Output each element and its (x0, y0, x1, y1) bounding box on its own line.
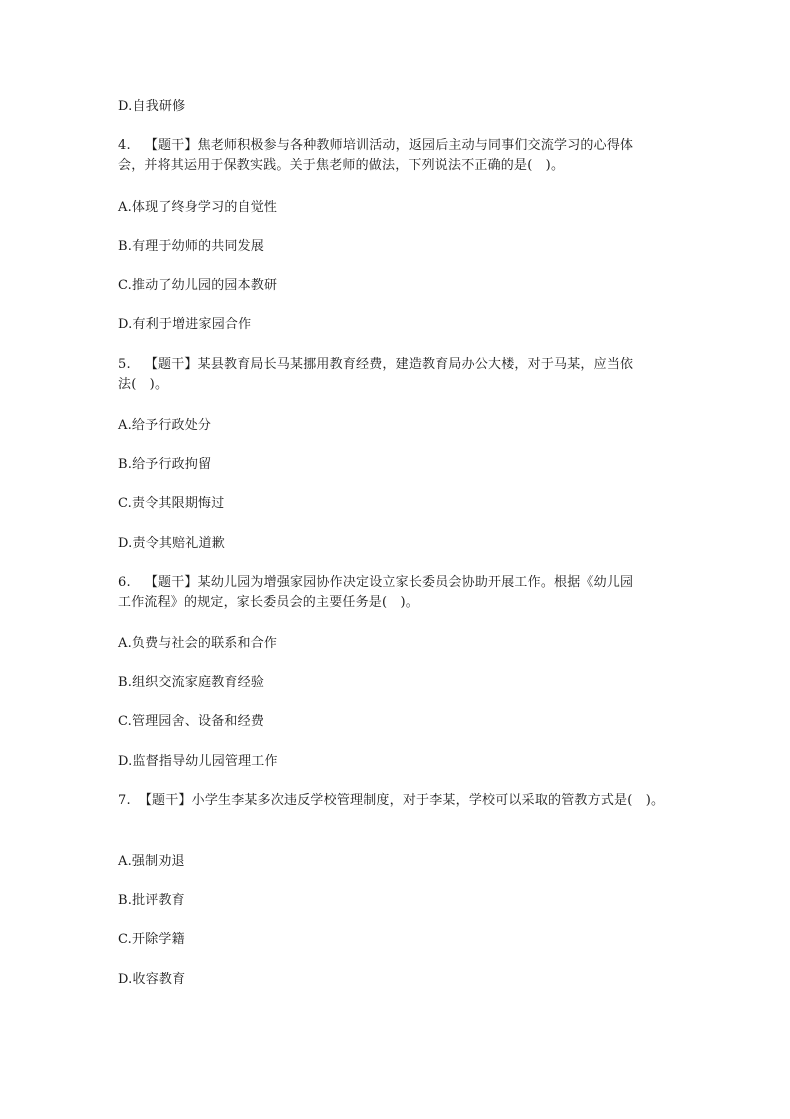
q7-tag: 【题干】 (138, 793, 192, 808)
q6-stem-line1: 某幼儿园为增强家园协作决定设立家长委员会协助开展工作。根据《幼儿园 (197, 575, 634, 590)
q3-option-d: D.自我研修 (118, 99, 186, 114)
q4-stem-line2: 会，并将其运用于保教实践。关于焦老师的做法，下列说法不正确的是( )。 (118, 158, 565, 173)
q4-tag: 【题干】 (144, 138, 198, 153)
q5-option-c: C.责令其限期悔过 (118, 496, 225, 511)
q6-stem-line2: 工作流程》的规定，家长委员会的主要任务是( )。 (118, 595, 419, 610)
q5-number: 5. (118, 357, 131, 372)
q7-stem (118, 791, 664, 811)
q7-option-d: D.收容教育 (118, 972, 186, 987)
q5-stem-line1: 某县教育局长马某挪用教育经费，建造教育局办公大楼，对于马某，应当依 (197, 357, 634, 372)
q4-option-c: C.推动了幼儿园的园本教研 (118, 278, 278, 293)
q6-tag: 【题干】 (144, 575, 198, 590)
q5-option-a: A.给予行政处分 (118, 418, 212, 433)
q4-option-d: D.有利于增进家园合作 (118, 317, 252, 332)
q7-stem-line1: 小学生李某多次违反学校管理制度，对于李某，学校可以采取的管教方式是( )。 (191, 793, 665, 808)
q5-stem (118, 355, 678, 375)
q6-number: 6. (118, 575, 131, 590)
q5-tag: 【题干】 (144, 357, 198, 372)
q4-stem-line1: 焦老师积极参与各种教师培训活动，返园后主动与同事们交流学习的心得体 (197, 138, 634, 153)
q7-option-a: A.强制劝退 (118, 854, 185, 869)
q7-option-b: B.批评教育 (118, 893, 185, 908)
q4-option-b: B.有理于幼师的共同发展 (118, 239, 265, 254)
q5-option-d: D.责令其赔礼道歉 (118, 536, 225, 551)
q4-stem (118, 136, 678, 156)
q7-number: 7. (118, 793, 131, 808)
q6-option-a: A.负费与社会的联系和合作 (118, 636, 278, 651)
q5-stem-line2: 法( )。 (118, 377, 169, 392)
q7-option-c: C.开除学籍 (118, 932, 185, 947)
q6-stem (118, 573, 678, 593)
q4-number: 4. (118, 138, 131, 153)
q6-option-c: C.管理园舍、设备和经费 (118, 714, 265, 729)
q5-option-b: B.给予行政拘留 (118, 457, 212, 472)
q6-option-b: B.组织交流家庭教育经验 (118, 675, 265, 690)
q4-option-a: A.体现了终身学习的自觉性 (118, 200, 278, 215)
q6-option-d: D.监督指导幼儿园管理工作 (118, 754, 278, 769)
